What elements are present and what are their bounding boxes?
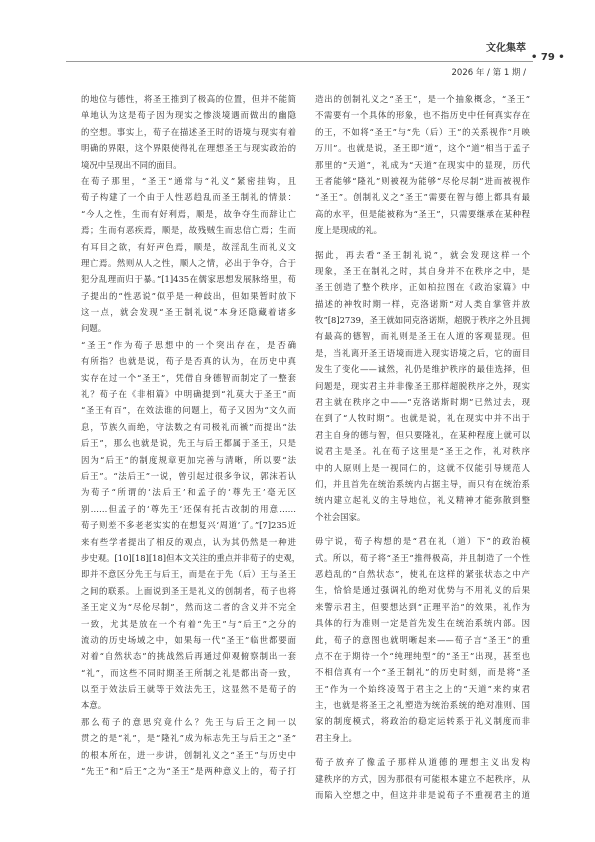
text-line: 焉；生而有恶疾焉，顺是，故残贼生而忠信亡焉；生而: [81, 225, 296, 236]
text-line: 为荀子“所谓的‘法后王’和孟子的‘尊先王’毫无区: [81, 487, 296, 498]
text-line: 牧”[8]2739，圣王就如同克洛诺斯，超脱于秩序之外且拥: [315, 315, 530, 326]
text-line: “今人之性，生而有好利焉，顺是，故争夺生而辞让亡: [81, 208, 296, 219]
text-line: 中的人原则上是一视同仁的，这就不仅能引导规范人: [315, 462, 530, 473]
text-line: “圣王有百”，在效法谁的问题上，荀子又因为“文久而: [81, 405, 296, 416]
text-line: 息，节族久而绝，守法数之有司极礼而褫”而提出“法: [81, 421, 296, 432]
text-line: 理亡焉。然则从人之性，顺人之情，必出于争夺，合于: [81, 257, 296, 268]
text-line: 在到了“人牧时期”。也就是说，礼在现实中并不出于: [315, 413, 530, 424]
text-line: “圣王”。创制礼义之“圣王”需要在智与德上都具有最: [315, 192, 530, 203]
text-line: 实存在过一个“圣王”，凭借自身德智而制定了一整套: [81, 372, 296, 383]
text-line: 是，当礼离开圣王语境而进入现实语境之后，它的面目: [315, 347, 530, 358]
text-line: 子提出的“性恶说”似乎是一种歧出，但如果暂时放下: [81, 290, 296, 301]
text-line: 有最高的德智，而礼则是圣王在人道的客观显现。但: [315, 331, 530, 342]
text-line: 流动的历史场域之中，如果每一代“圣王”临世都要面: [81, 634, 296, 645]
text-line: 现象，圣王在制礼之时，其自身并不在秩序之中，是: [315, 265, 530, 276]
text-line: 明确的界限，这个界限使得礼在理想圣王与现实政治的: [81, 143, 296, 154]
text-line: 的空想。事实上，荀子在描述圣王时的语境与现实有着: [81, 126, 296, 137]
text-line: 因为“后王”的制度规章更加完善与清晰，所以要“法: [81, 454, 296, 465]
right-text-column: [315, 91, 530, 803]
text-line: 这一点，就会发现“圣王制礼说”本身还隐藏着诸多: [81, 307, 296, 318]
text-line: 君主就在秩序之中——“克洛诺斯时期”已然过去，现: [315, 397, 530, 408]
text-line: 主，也就是将圣王之礼塑造为统治系统的绝对准则、国: [315, 700, 530, 711]
text-line: 具体的行为准则一定是首先发生在统治系统内部。因: [315, 618, 530, 629]
issue-info: 2026 年 / 第 1 期 /: [451, 68, 526, 78]
text-line: 君主自身的德与智，但只要隆礼，在某种程度上就可以: [315, 429, 530, 440]
text-line: 此，荀子的意图也就明晰起来——荀子言“圣王”的重: [315, 634, 530, 645]
text-line: 问题。: [81, 323, 107, 334]
text-line: 有耳目之欲，有好声色焉，顺是，故淫乱生而礼义文: [81, 241, 296, 252]
paragraph-gap: [315, 746, 530, 754]
text-line: “先王”和“后王”之为“圣王”是两种意义上的，荀子打: [81, 766, 296, 777]
text-line: “圣王”作为荀子思想中的一个突出存在，是否确: [81, 339, 296, 350]
text-line: 统内建立起礼义的主导地位，礼义精神才能弥散到整: [315, 495, 530, 506]
text-line: 礼？荀子在《非相篇》中明确提到“礼莫大于圣王”而: [81, 389, 296, 400]
text-line: 的根本所在，进一步讲，创制礼义之“圣王”与历史中: [81, 749, 296, 760]
text-line: 建秩序的方式，因为那很有可能根本建立不起秩序，从: [315, 773, 530, 784]
text-line: 式。所以，荀子将“圣王”推得极高，并且制造了一个性: [315, 552, 530, 563]
text-line: 的王，不如将“圣王”与“先（后）王”的关系视作“月映: [315, 126, 530, 137]
text-line: 贯之的是“礼”，是“隆礼”成为标志先王与后王之“圣”: [81, 733, 296, 744]
text-line: 家的制度模式，将政治的稳定运转系于礼义制度而非: [315, 716, 530, 727]
text-line: 问题是，现实君主并非像圣王那样超脱秩序之外，现实: [315, 380, 530, 391]
text-line: 生，恰恰是通过强调礼的绝对优势与不用礼义的后果: [315, 585, 530, 596]
text-line: 来有些学者提出了相反的观点，认为其仍然是一种进: [81, 536, 296, 547]
text-line: 君主身上。: [315, 732, 357, 743]
text-line: 个社会国家。: [315, 511, 366, 522]
text-line: 荀子放弃了像孟子那样从道德的理想主义出发构: [315, 757, 530, 768]
text-line: 那里的“天道”，礼成为“天道”在现实中的显现，历代: [315, 159, 530, 170]
journal-name: 文化集萃: [486, 43, 526, 54]
text-line: 那么荀子的意思究竟什么？先王与后王之间一以: [81, 716, 296, 727]
paragraph-gap: [315, 239, 530, 247]
text-line: 度上是现成的礼。: [315, 225, 382, 236]
text-line: 在荀子那里，“圣王”通常与“礼义”紧密挂钩，且: [81, 175, 296, 186]
text-line: 圣王定义为“尽伦尽制”，然而这二者的含义并不完全: [81, 602, 296, 613]
text-line: 之间的联系。上面说到圣王是礼义的创制者，荀子也将: [81, 585, 296, 596]
text-line: 王者能够“隆礼”则被视为能够“尽伦尽制”进而被视作: [315, 175, 530, 186]
text-line: 的地位与德性，将圣王推到了极高的位置，但并不能简: [81, 94, 296, 104]
text-line: 圣王创造了整个秩序，正如柏拉图在《政治家篇》中: [315, 282, 530, 293]
text-line: 毋宁说，荀子构想的是“君在礼（道）下”的政治模: [315, 536, 530, 547]
left-text-column: [81, 91, 301, 779]
text-line: 而陷入空想之中，但这并非是说荀子不重视君主的道: [315, 790, 530, 801]
text-line: 描述的神牧时期一样，克洛诺斯“对人类自掌管并放: [315, 298, 530, 309]
text-line: 说君主是圣。礼在荀子这里是“圣王之作，礼对秩序: [315, 446, 530, 457]
text-line: 后王”。“法后王”一说，曾引起过很多争议，郭沫若认: [81, 470, 296, 481]
text-line: 据此，再去看“圣王制礼说”，就会发现这样一个: [315, 249, 530, 260]
text-line: 万川”。也就是说，圣王即“道”，这个“道”相当于孟子: [315, 143, 530, 154]
text-line: 以至于效法后王就等于效法先王，这显然不是荀子的: [81, 684, 296, 695]
text-line: 一致，尤其是放在一个有着“先王”与“后王”之分的: [81, 618, 296, 629]
text-line: 们，并且首先在统治系统内占据主导，而只有在统治系: [315, 478, 530, 489]
text-line: 有所指？也就是说，荀子是否真的认为，在历史中真: [81, 356, 296, 367]
text-line: 单地认为这是荀子因为现实之惨淡境遇而做出的幽隐: [81, 110, 296, 121]
text-line: 点不在于期待一个“纯理纯型”的“圣王”出现，甚至也: [315, 650, 530, 661]
text-line: 步史观。[10][18][18]但本文关注的重点并非荀子的史观，: [81, 552, 301, 563]
header-rule: [66, 61, 533, 62]
text-line: 荀子则差不多老老实实的在想复兴‘周道’了。”[7]235近: [81, 520, 296, 531]
text-line: 对着“自然状态”的挑战然后再通过仰观俯察制出一套: [81, 651, 296, 662]
text-line: 境况中呈现出不同的面目。: [81, 159, 182, 170]
text-line: 不相信真有一个“圣王制礼”的历史时刻，而是将“圣: [315, 667, 530, 678]
running-header: [0, 0, 595, 80]
text-line: 高的水平，但是能被称为“圣王”，只需要继承在某种程: [315, 208, 530, 219]
text-line: 王”作为一个始终凌驾于君主之上的“天道”来约束君: [315, 683, 530, 694]
text-line: 本意。: [81, 700, 107, 711]
paragraph-gap: [315, 525, 530, 533]
text-line: 荀子构建了一个由于人性恶趋乱而圣王制礼的情景：: [81, 192, 296, 203]
text-line: 恶趋乱的“自然状态”，使礼在这样的紧张状态之中产: [315, 568, 530, 579]
text-line: 造出的创制礼义之“圣王”，是一个抽象概念，“圣王”: [315, 94, 530, 104]
page-number: • 79 •: [531, 52, 565, 63]
text-line: 犯分乱理而归于暴。”[1]435在儒家思想发展脉络里，荀: [81, 274, 296, 285]
text-line: 发生了变化——诚然，礼仍是维护秩序的最佳选择，但: [315, 364, 530, 375]
text-line: 来警示君主，但要想达到“正理平治”的效果，礼作为: [315, 601, 530, 612]
text-line: 后王”，那么也就是说，先王与后王都属于圣王，只是: [81, 438, 296, 449]
text-line: 别……但孟子的‘尊先王’还保有托古改制的用意……: [81, 503, 296, 514]
text-line: 即并不意区分先王与后王，而是在于先（后）王与圣王: [81, 569, 296, 580]
text-line: 不需要有一个具体的形象，也不指历史中任何真实存在: [315, 110, 530, 121]
text-line: “礼”，而这些不同时期圣王所制之礼是都出奇一致，: [81, 667, 296, 678]
